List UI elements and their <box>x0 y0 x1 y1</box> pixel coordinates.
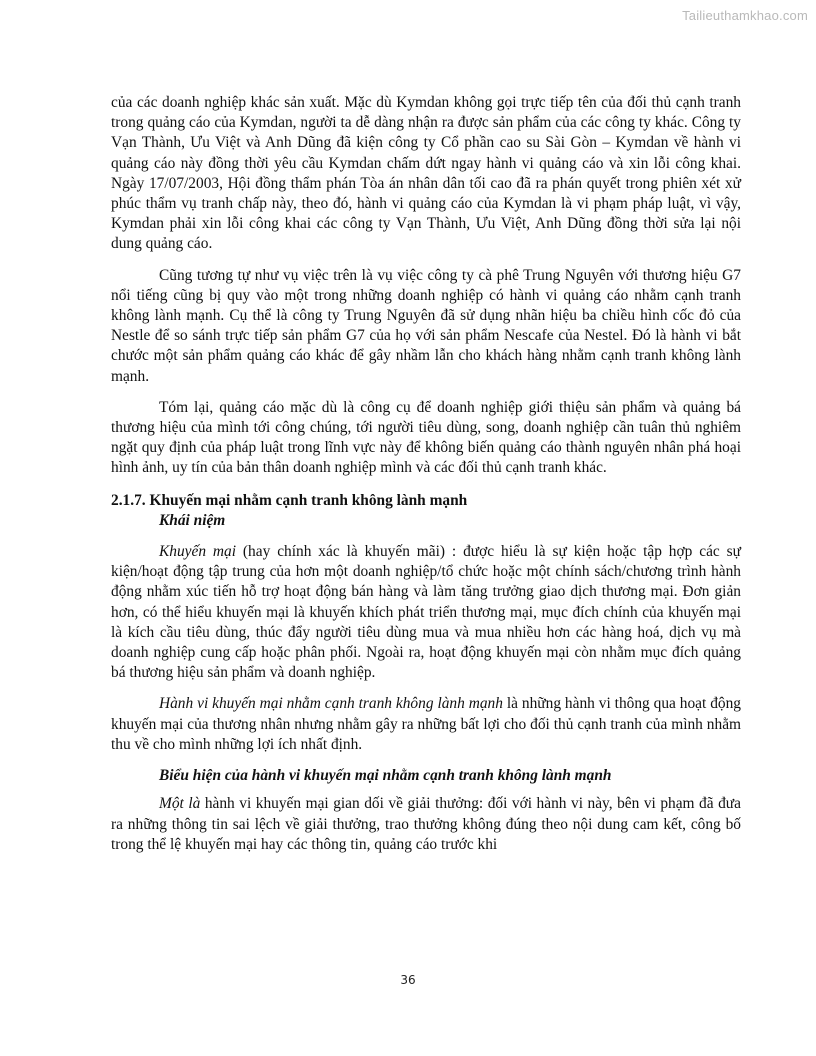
paragraph-definition <box>111 542 741 683</box>
watermark-text: Tailieuthamkhao.com <box>682 8 808 23</box>
page-number: 36 <box>400 973 416 987</box>
paragraph-unfair-promotion <box>111 694 741 755</box>
document-body <box>111 93 741 855</box>
paragraph-summary: Tóm lại, quảng cáo mặc dù là công cụ để doanh nghiệp giới thiệu sản phẩm và quảng bá thương hiệu của mình tới công chúng, tới người tiêu dùng, song, doanh nghiệp cần tuân thủ nghiêm ngặt quy định của pháp luật trong lĩnh vực này để không biến quảng cáo thành nguyên nhân phá hoại hình ảnh, uy tín của bản thân doanh nghiệp mình và các đối thủ cạnh tranh khác. <box>111 398 741 477</box>
term-unfair-promotion: Hành vi khuyến mại nhằm cạnh tranh không lành mạnh <box>159 695 503 713</box>
unfair-promotion-text: là những hành vi thông qua hoạt động khuyến mại của thương nhân nhưng nhằm gây ra những bất lợi cho đối thủ cạnh tranh của mình nhằm thu về cho mình những lợi ích nhất định. <box>111 695 741 753</box>
term-mot-la: Một là <box>159 795 201 813</box>
section-heading: 2.1.7. Khuyến mại nhằm cạnh tranh không lành mạnh <box>111 491 468 509</box>
paragraph-kymdan-case: của các doanh nghiệp khác sản xuất. Mặc dù Kymdan không gọi trực tiếp tên của đối thủ cạnh tranh trong quảng cáo của Kymdan, người ta dễ dàng nhận ra được sản phẩm của các công ty khác. Công ty Vạn Thành, Ưu Việt và Anh Dũng đã kiện công ty Cổ phần cao su Sài Gòn – Kymdan về hành vi quảng cáo này đồng thời yêu cầu Kymdan chấm dứt ngay hành vi quảng cáo và xin lỗi công khai. Ngày 17/07/2003, Hội đồng thẩm phán Tòa án nhân dân tối cao đã ra phán quyết trong phiên xét xử phúc thẩm vụ tranh chấp này, theo đó, hành vi quảng cáo của Kymdan là vi phạm pháp luật, vì vậy, Kymdan phải xin lỗi công khai các công ty Vạn Thành, Ưu Việt, Anh Dũng đồng thời sửa lại nội dung quảng cáo. <box>111 94 741 253</box>
paragraph-trung-nguyen-case: Cũng tương tự như vụ việc trên là vụ việc công ty cà phê Trung Nguyên với thương hiệu G7 nổi tiếng cũng bị quy vào một trong những doanh nghiệp có hành vi quảng cáo nhằm cạnh tranh không lành mạnh. Cụ thể là công ty Trung Nguyên đã sử dụng nhãn hiệu ba chiều hình cốc đỏ của Nestle để so sánh trực tiếp sản phẩm G7 của họ với sản phẩm Nescafe của Nestel. Đó là hành vi bắt chước một sản phẩm quảng cáo khác để gây nhầm lẫn cho khách hàng nhằm cạnh tranh không lành mạnh. <box>111 266 741 385</box>
subheading-concept: Khái niệm <box>159 511 226 529</box>
paragraph-first-manifestation <box>111 794 741 855</box>
definition-text: (hay chính xác là khuyến mãi) : được hiểu là sự kiện hoặc tập hợp các sự kiện/hoạt động tập trung của hơn một doanh nghiệp/tổ chức hoặc một chính sách/chương trình hành động nhằm xúc tiến hỗ trợ hoạt động bán hàng và làm tăng trưởng giao dịch thương mại. Đơn giản hơn, có thể hiểu khuyến mại là khuyến khích phát triển thương mại, mục đích chính của khuyến mại là kích cầu tiêu dùng, thúc đẩy người tiêu dùng mua và mua nhiều hơn các hàng hoá, dịch vụ mà doanh nghiệp cung cấp hoặc phân phối. Ngoài ra, hoạt động khuyến mại còn nhằm mục đích quảng bá thương hiệu sản phẩm và doanh nghiệp. <box>111 543 741 682</box>
term-khuyen-mai: Khuyến mại <box>159 543 237 561</box>
first-manifestation-text: hành vi khuyến mại gian dối về giải thưởng: đối với hành vi này, bên vi phạm đã đưa ra những thông tin sai lệch về giải thưởng, trao thưởng không đúng theo nội dung cam kết, công bố trong thể lệ khuyến mại hay các thông tin, quảng cáo trước khi <box>111 795 741 853</box>
subheading-manifestations: Biểu hiện của hành vi khuyến mại nhằm cạnh tranh không lành mạnh <box>159 767 612 785</box>
